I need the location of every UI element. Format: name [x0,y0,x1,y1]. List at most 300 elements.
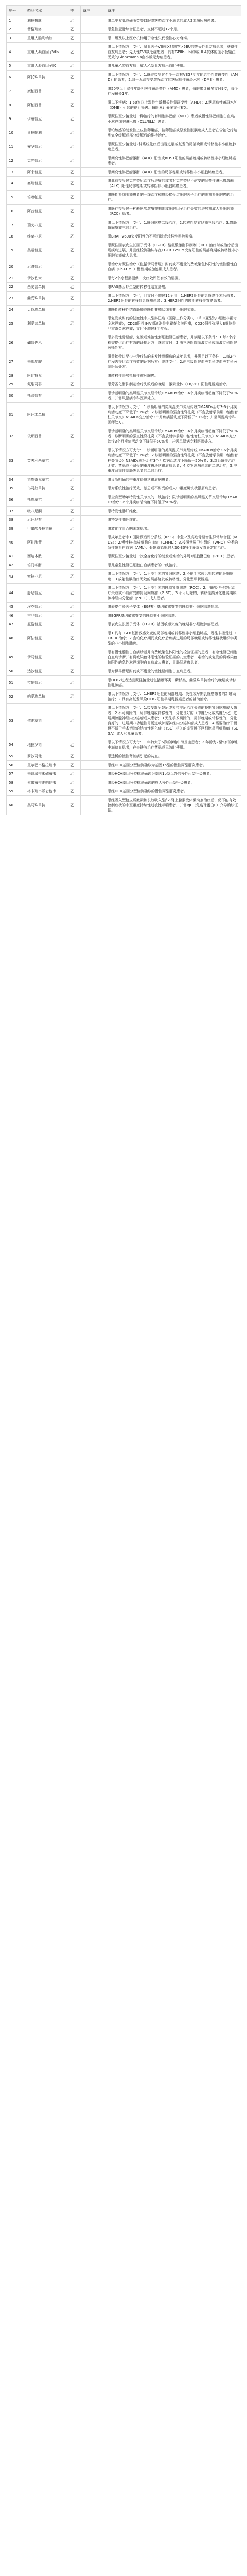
header-remark: 备注 [81,6,105,16]
row-note: 限既往至少接受过一次全身化疗的复发或难治的外周T细胞淋巴瘤（PTCL）患者。 [105,552,241,561]
row-name: 奥拉帕利 [25,126,68,140]
row-name: 阿柏西普 [25,98,68,112]
row-type: 乙 [68,260,81,274]
row-remark [81,25,105,34]
row-note: 限芳香化酶抑制剂治疗失败后的晚期、激素受体（ER/PR）阳性乳腺癌治疗。 [105,380,241,389]
row-type: 乙 [68,352,81,371]
table-row [7,218,241,232]
row-name: 维莫非尼 [25,232,68,241]
table-row [7,241,241,260]
row-no: 27 [7,352,25,371]
table-row [7,389,241,403]
row-note: 限多发性骨髓瘤、复发或难治性套细胞淋巴瘤患者，并满足以下条件：1.每2个疗程需提供治疗有效的证据后方可继续支付；2.由三级医院血液专科或血液专科医院医师处方。 [105,333,241,352]
table-row [7,796,241,815]
table-row [7,292,241,306]
row-no: 42 [7,561,25,570]
row-remark [81,43,105,62]
row-type: 乙 [68,43,81,62]
row-note: 限放化疗且吞咽困难患者。 [105,524,241,533]
row-no: 36 [7,493,25,507]
table-row [7,427,241,446]
row-remark [81,704,105,738]
row-no: 31 [7,403,25,427]
row-name: 康柏西普 [25,84,68,98]
row-name: 曲妥珠单抗 [25,292,68,306]
row-remark [81,778,105,787]
row-type: 乙 [68,761,81,770]
table-row [7,787,241,796]
row-type: 乙 [68,476,81,484]
row-type: 乙 [68,516,81,524]
row-remark [81,205,105,218]
row-no: 41 [7,552,25,561]
table-row [7,603,241,612]
row-note: 限经吸入型糖皮质激素和长效吸入型β2-肾上腺素受体激动剂治疗后，仍不能有效控制症状的中至重度持续性过敏性哮喘患者，并需IgE（免疫球蛋白E）介导确诊证据。 [105,796,241,815]
row-name: 格卡瑞韦哌仑他韦 [25,787,68,796]
row-type: 乙 [68,112,81,126]
row-type: 乙 [68,704,81,738]
row-name: 贝伐珠单抗 [25,306,68,314]
table-row [7,34,241,43]
row-note: 限对伊马替尼耐药或不耐受的慢性髓细胞白血病患者。 [105,667,241,676]
row-type: 乙 [68,380,81,389]
row-name: 重组人凝血因子Ⅸ [25,62,68,71]
row-note: 限经HCV基因分型检测确诊为基因1b型以外的慢性丙型肝炎患者。 [105,770,241,778]
row-remark [81,352,105,371]
row-name: 替格瑞洛 [25,25,68,34]
table-row [7,403,241,427]
table-row [7,507,241,516]
row-name: 尼洛替尼 [25,260,68,274]
row-name: 瑞戈非尼 [25,218,68,232]
row-type: 乙 [68,126,81,140]
row-note: 限表皮生长因子受体（EGFR）基因敏感突变的晚期非小细胞肺癌患者。 [105,620,241,629]
row-type: 乙 [68,274,81,283]
row-type: 乙 [68,690,81,704]
row-name: 阿扎胞苷 [25,533,68,552]
row-no: 1 [7,16,25,25]
row-remark [81,446,105,476]
row-name: 氟维司群 [25,380,68,389]
row-type: 乙 [68,25,81,34]
row-remark [81,283,105,292]
row-no: 45 [7,603,25,612]
row-no: 52 [7,690,25,704]
row-no: 3 [7,34,25,43]
row-no: 35 [7,484,25,493]
row-remark [81,218,105,232]
row-type: 乙 [68,648,81,667]
row-note: 限EGFR基因敏感突变的晚期非小细胞肺癌。 [105,612,241,620]
row-note: 限有慢性髓性白血病诊断并有费城染色体阳性的检验证据的患者；有急性淋巴细胞白血病诊断并有费城染色体阳性的检验证据的儿童患者；难治的或复发的费城染色体阳性的急性淋巴细胞白血病成人患者；胃肠间质瘤患者。 [105,648,241,667]
table-row [7,283,241,292]
row-remark [81,570,105,584]
row-remark [81,241,105,260]
row-note: 限以下情况方可支付：1.不能手术的肾细胞癌；2.不能手术或远处转移的肝细胞癌；3.放射性碘治疗无效的局部复发或转移性、分化型甲状腺癌。 [105,570,241,584]
table-row [7,371,241,380]
row-remark [81,427,105,446]
row-name: 奥希替尼 [25,241,68,260]
row-name: 帕妥珠单抗 [25,690,68,704]
row-name: 依维莫司 [25,704,68,738]
row-no: 28 [7,371,25,380]
row-no: 48 [7,629,25,648]
row-remark [81,493,105,507]
row-name: 阿来替尼 [25,168,68,177]
row-no: 16 [7,205,25,218]
row-note: 限透析的慢性肾脏病引起的贫血。 [105,752,241,761]
row-no: 54 [7,738,25,752]
row-note: 限二甲双胍或磺脲类等口服降糖药治疗不满意的成人2型糖尿病患者。 [105,16,241,25]
row-type: 乙 [68,752,81,761]
table-row [7,667,241,676]
row-name: 拉帕替尼 [25,676,68,690]
row-name: 阿昔替尼 [25,205,68,218]
row-type: 乙 [68,71,81,84]
row-note: 限经HCV基因分型检测确诊的慢性丙型肝炎患者。 [105,787,241,796]
table-row [7,333,241,352]
row-name: 阿比特龙 [25,371,68,380]
row-name: 依那西普 [25,427,68,446]
row-remark [81,484,105,493]
table-row [7,552,241,561]
table-row [7,761,241,770]
table-row [7,516,241,524]
row-remark [81,260,105,274]
row-no: 14 [7,177,25,191]
row-note: 限晚期转移性结直肠癌或晚期非鳞状细胞非小细胞肺癌。 [105,306,241,314]
row-type: 乙 [68,218,81,232]
row-name: 伊沙佐米 [25,274,68,283]
row-remark [81,690,105,704]
row-no: 38 [7,516,25,524]
table-row [7,476,241,484]
row-no: 13 [7,168,25,177]
table-row [7,493,241,507]
row-name: 阿达木单抗 [25,403,68,427]
row-note: 限儿童乙型血友病；成人乙型血友病出血时使用。 [105,62,241,71]
row-name: 司库奇尤单抗 [25,476,68,484]
table-row [7,752,241,761]
row-type: 乙 [68,552,81,561]
row-remark [81,403,105,427]
row-type: 乙 [68,493,81,507]
table-row [7,690,241,704]
row-type: 乙 [68,787,81,796]
table-row [7,778,241,787]
row-note: 限诊断明确的中重度斑块状银屑病患者。 [105,476,241,484]
row-name: 利妥昔单抗 [25,314,68,333]
table-row [7,648,241,667]
row-note: 限RAS基因野生型的转移性结直肠癌。 [105,283,241,292]
header-note: 备注 [105,6,241,16]
row-remark [81,306,105,314]
row-remark [81,168,105,177]
row-no: 40 [7,533,25,552]
table-row [7,704,241,738]
row-remark [81,552,105,561]
row-remark [81,796,105,815]
row-remark [81,98,105,112]
row-remark [81,524,105,533]
row-no: 8 [7,98,25,112]
row-type: 乙 [68,676,81,690]
row-remark [81,620,105,629]
row-note: 限表皮生长因子受体（EGFR）基因敏感突变的晚期非小细胞肺癌患者。 [105,603,241,612]
row-no: 32 [7,427,25,446]
row-name: 西达本胺 [25,552,68,561]
row-no: 26 [7,333,25,352]
row-remark [81,71,105,84]
row-type: 乙 [68,507,81,516]
row-no: 34 [7,476,25,484]
row-note: 限诊断明确的类风湿关节炎经传统DMARDs治疗3-6个月疾病活动度下降低于50%者，并需风湿病专科医师处方。 [105,389,241,403]
table-row [7,446,241,476]
table-row [7,629,241,648]
row-remark [81,177,105,191]
row-note: 限以下情况方可支付：1.肝细胞癌二线治疗；2.转移性结直肠癌三线治疗；3.胃肠道间质瘤三线治疗。 [105,218,241,232]
row-no: 57 [7,770,25,778]
table-row [7,168,241,177]
row-no: 24 [7,306,25,314]
row-no: 10 [7,126,25,140]
row-no: 43 [7,570,25,584]
row-note: 限对系统性治疗无效、禁忌或不耐受的成人中重度斑块状银屑病患者。 [105,484,241,493]
row-note: 限经HCV基因分型检测确诊为基因1b型的慢性丙型肝炎患者。 [105,761,241,770]
row-remark [81,761,105,770]
row-name: 克唑替尼 [25,154,68,168]
row-type: 乙 [68,16,81,25]
row-note: 限以下情况方可支付：1.年龄大于6岁的β地中海贫血患者；2.年龄为2至5岁的β地中海贫血患者，在去铁胺治疗禁忌或无效时使用。 [105,738,241,752]
row-name: 阿托珠单抗 [25,71,68,84]
table-row [7,533,241,552]
row-no: 30 [7,389,25,403]
row-type: 乙 [68,306,81,314]
row-name: 伊马替尼 [25,648,68,667]
row-name: 索磷布韦维帕他韦 [25,778,68,787]
row-no: 21 [7,274,25,283]
row-remark [81,314,105,333]
row-note: 限特发性肺纤维化。 [105,507,241,516]
row-no: 11 [7,140,25,154]
table-row [7,98,241,112]
row-note: 限既往至少接受过2种系统化疗后出现进展或复发的局部晚期或转移性非小细胞肺癌患者。 [105,140,241,154]
row-note: 限以下情况方可支付：1.接受舒尼替尼或索拉非尼治疗失败的晚期肾细胞癌成人患者；2.不可切除的、局部晚期或转移性的、分化良好的（中度分化或高度分化）进展期胰腺神经内分泌瘤成人患者；3.无法手术切除的、局部晚期或转移性的、分化良好的、进展期非功能性胃肠道或肺源神经内分泌肿瘤成人患者；4.需要治疗干预但不适于手术切除的结节性硬化症（TSC）相关的室管膜下巨细胞星形细胞瘤（SEGA）成人和儿童患者。 [105,704,241,738]
drug-list-table [6,5,241,815]
row-name: 托法替布 [25,389,68,403]
table-row [7,177,241,191]
row-note: 限1.具有EGFR基因敏感突变的局部晚期或转移性非小细胞肺癌，既往未接受过EGFR-TKI治疗；2.含铂化疗期间或化疗后疾病进展的局部晚期或转移性鳞状组织学类型的非小细胞肺癌。 [105,629,241,648]
row-remark [81,34,105,43]
row-no: 37 [7,507,25,516]
row-no: 58 [7,778,25,787]
row-no: 22 [7,283,25,292]
row-note: 限治疗对既往治疗（包括伊马替尼）耐药或不耐受的费城染色体阳性的慢性髓性白血病（Ph+CML）慢性期或加速期成人患者。 [105,260,241,274]
row-no: 20 [7,260,25,274]
row-type: 乙 [68,241,81,260]
row-type: 乙 [68,629,81,648]
table-row [7,25,241,34]
table-header-row [7,6,241,16]
row-note: 限以下情况方可支付：1.诊断明确的类风湿关节炎经传统DMARDs治疗3-6个月疾病活动度下降低于50%者；2.诊断明确的强直性脊柱炎（不含放射学前期中轴性脊柱关节炎）NSAIDs充分治疗3个月疾病活动度下降低于50%者；3.对系统性治疗无效、禁忌或不耐受的重度斑块状银屑病患者；4.克罗恩病患者的二线治疗；5.中重度溃疡性结肠炎患者的二线治疗。 [105,446,241,476]
table-row [7,352,241,371]
row-no: 29 [7,380,25,389]
row-no: 56 [7,761,25,770]
row-type: 乙 [68,389,81,403]
row-note: 限特发性肺纤维化。 [105,516,241,524]
row-note: 限以下情况方可支付：1.诊断明确的类风湿关节炎经传统DMARDs治疗3-6个月疾病活动度下降低于50%者；2.诊断明确的强直性脊柱炎（不含放射学前期中轴性脊柱关节炎）NSAIDs充分治疗3个月疾病活动度下降低于50%者；并需风湿病专科医师处方。 [105,403,241,427]
row-name: 吉非替尼 [25,612,68,620]
row-no: 23 [7,292,25,306]
table-row [7,16,241,25]
row-remark [81,140,105,154]
row-no: 39 [7,524,25,533]
row-note: 限经HCV基因分型检测确诊的成人慢性丙型肝炎患者。 [105,778,241,787]
row-type: 乙 [68,667,81,676]
row-name: 罗沙司他 [25,752,68,761]
row-note: 限以下情况方可支付：凝血因子Ⅷ或Ⅸ抑制物>5BU的先天性血友病患者；获得性血友病患者；先天性FⅦ缺乏症患者；具有GPIIb-IIIa和/或HLA抗体的血小板输注无效的Glanzmann's血小板无力症患者。 [105,43,241,62]
table-row [7,62,241,71]
row-no: 53 [7,704,25,738]
row-remark [81,533,105,552]
row-name: 甲磺酸多拉司琼 [25,524,68,533]
row-remark [81,112,105,126]
table-row [7,676,241,690]
row-remark [81,676,105,690]
row-no: 6 [7,71,25,84]
row-type: 乙 [68,533,81,552]
row-type: 乙 [68,177,81,191]
row-remark [81,648,105,667]
table-row [7,770,241,778]
table-row [7,524,241,533]
row-name: 利拉鲁肽 [25,16,68,25]
row-type: 乙 [68,140,81,154]
row-note: 限以下疾病：1.50岁以上湿性年龄相关性黄斑变性（AMD）；2.糖尿病性黄斑水肿（DME）引起的视力损害。每眼累计最多支付8支。 [105,98,241,112]
row-type: 乙 [68,62,81,71]
header-no: 序号 [7,6,25,16]
row-type: 乙 [68,612,81,620]
table-row [7,205,241,218]
row-no: 33 [7,446,25,476]
row-type: 乙 [68,292,81,306]
row-remark [81,584,105,603]
document-page [0,0,247,815]
row-name: 安罗替尼 [25,140,68,154]
row-type: 乙 [68,403,81,427]
row-remark [81,770,105,778]
row-remark [81,561,105,570]
row-type: 乙 [68,584,81,603]
row-remark [81,333,105,352]
table-row [7,738,241,752]
table-row [7,112,241,126]
row-note: 限晚期肾细胞癌患者的一线治疗和曾经接受过细胞因子治疗的晚期肾细胞癌的治疗。 [105,191,241,205]
row-type: 乙 [68,205,81,218]
row-no: 49 [7,648,25,667]
row-type: 乙 [68,603,81,612]
row-remark [81,154,105,168]
row-type: 乙 [68,484,81,493]
row-type: 乙 [68,446,81,476]
table-row [7,140,241,154]
row-note: 限既往因表皮生长因子受体（EGFR）酪氨酸激酶抑制剂（TKI）治疗时或治疗后出现疾病进展，并且经检测确认存在EGFR T790M突变阳性的局部晚期或转移性非小细胞肺癌成人患者。 [105,241,241,260]
row-no: 4 [7,43,25,62]
row-no: 47 [7,620,25,629]
row-note: 限以下情况方可支付：1.HER2阳性的局部晚期、炎性或早期乳腺癌患者的新辅助治疗；2.具有高复发风险HER2阳性早期乳腺癌患者的辅助治疗。 [105,690,241,704]
row-type: 乙 [68,314,81,333]
row-type: 乙 [68,154,81,168]
row-name: 乌司奴单抗 [25,484,68,493]
row-type: 乙 [68,333,81,352]
row-name: 伊布替尼 [25,112,68,126]
row-remark [81,738,105,752]
header-type: 类 [68,6,81,16]
row-note: 限以下情况方可支付，且支付不超过12个月：1.HER2阳性的乳腺癌手术后患者；2.HER2阳性的转移性乳腺癌患者；3.HER2阳性的晚期转移性胃癌患者。 [105,292,241,306]
row-note: 限二级及以上医疗机构用于急性失代偿性心力衰竭。 [105,34,241,43]
row-type: 乙 [68,524,81,533]
row-name: 达沙替尼 [25,667,68,676]
row-no: 18 [7,232,25,241]
row-note: 限以下情况方可支付：1.不能手术的晚期肾细胞癌（RCC）；2.甲磺酸伊马替尼治疗失败或不能耐受的胃肠间质瘤（GIST）；3.不可切除的，转移性高分化进展期胰腺神经内分泌瘤（pNET）成人患者。 [105,584,241,603]
row-name: 托珠单抗 [25,493,68,507]
row-note: 限全身型幼年特发性关节炎的二线治疗；限诊断明确的类风湿关节炎经传统DMARDs治疗3-6个月疾病活动度下降低于50%者。 [105,493,241,507]
table-row [7,84,241,98]
row-remark [81,292,105,306]
row-remark [81,612,105,620]
header-name: 药品名称 [25,6,68,16]
table-row [7,584,241,603]
row-name: 重组人脑利钠肽 [25,34,68,43]
row-no: 12 [7,154,25,168]
row-type: 乙 [68,34,81,43]
row-remark [81,752,105,761]
row-note: 限50岁以上湿性年龄相关性黄斑变性（AMD）患者，每眼累计最多支付9支，每个疗程最长1年。 [105,84,241,98]
row-type: 乙 [68,98,81,112]
row-no: 9 [7,112,25,126]
row-note: 限成年患者中1.国际预后评分系统（IPSS）中危-2及高危骨髓增生异常综合征（MDS）；2.慢性粒-单核细胞白血病（CMML）；3.按照世界卫生组织（WHO）分类的急性髓系白血病（AML）、骨髓原始细胞为20-30%伴多系发育异常的治疗。 [105,533,241,552]
row-name: 索拉非尼 [25,570,68,584]
table-row [7,154,241,168]
table-body [7,16,241,815]
row-name: 厄洛替尼 [25,620,68,629]
table-row [7,274,241,283]
row-remark [81,191,105,205]
table-row [7,232,241,241]
row-type: 乙 [68,84,81,98]
row-type: 乙 [68,570,81,584]
row-no: 25 [7,314,25,333]
table-row [7,126,241,140]
row-note: 限铂敏感的复发性上皮性卵巢癌、输卵管癌或原发性腹膜癌成人患者在含铂化疗达到完全缓解或部分缓解后的维持治疗。 [105,126,241,140]
row-note: 限每2个疗程需提供一次疗效评估有效的证据。 [105,274,241,283]
row-remark [81,126,105,140]
row-remark [81,380,105,389]
row-type: 乙 [68,168,81,177]
row-remark [81,603,105,612]
row-type: 乙 [68,620,81,629]
row-note: 限既往接受过一种酪氨酸激酶抑制剂或细胞因子治疗失败的进展期成人肾细胞癌（RCC）患者。 [105,205,241,218]
row-note: 限此前接受过克唑替尼治疗后进展的或者对克唑替尼不耐受的间变性淋巴瘤激酶（ALK）阳性局部晚期或转移性非小细胞肺癌患者。 [105,177,241,191]
row-name: 重组人凝血因子Ⅶa [25,43,68,62]
row-note: 限复发或耐药的滤泡性中央型淋巴瘤（国际工作分类B、C和D亚型的B细胞非霍奇金淋巴瘤），CD20阳性Ⅲ-Ⅳ期滤泡性非霍奇金淋巴瘤，CD20阳性弥漫大B细胞性非霍奇金淋巴瘤；支付不超过8个疗程。 [105,314,241,333]
table-row [7,314,241,333]
row-name: 培门冬酶 [25,561,68,570]
row-remark [81,84,105,98]
row-no: 50 [7,667,25,676]
row-remark [81,476,105,484]
row-remark [81,516,105,524]
